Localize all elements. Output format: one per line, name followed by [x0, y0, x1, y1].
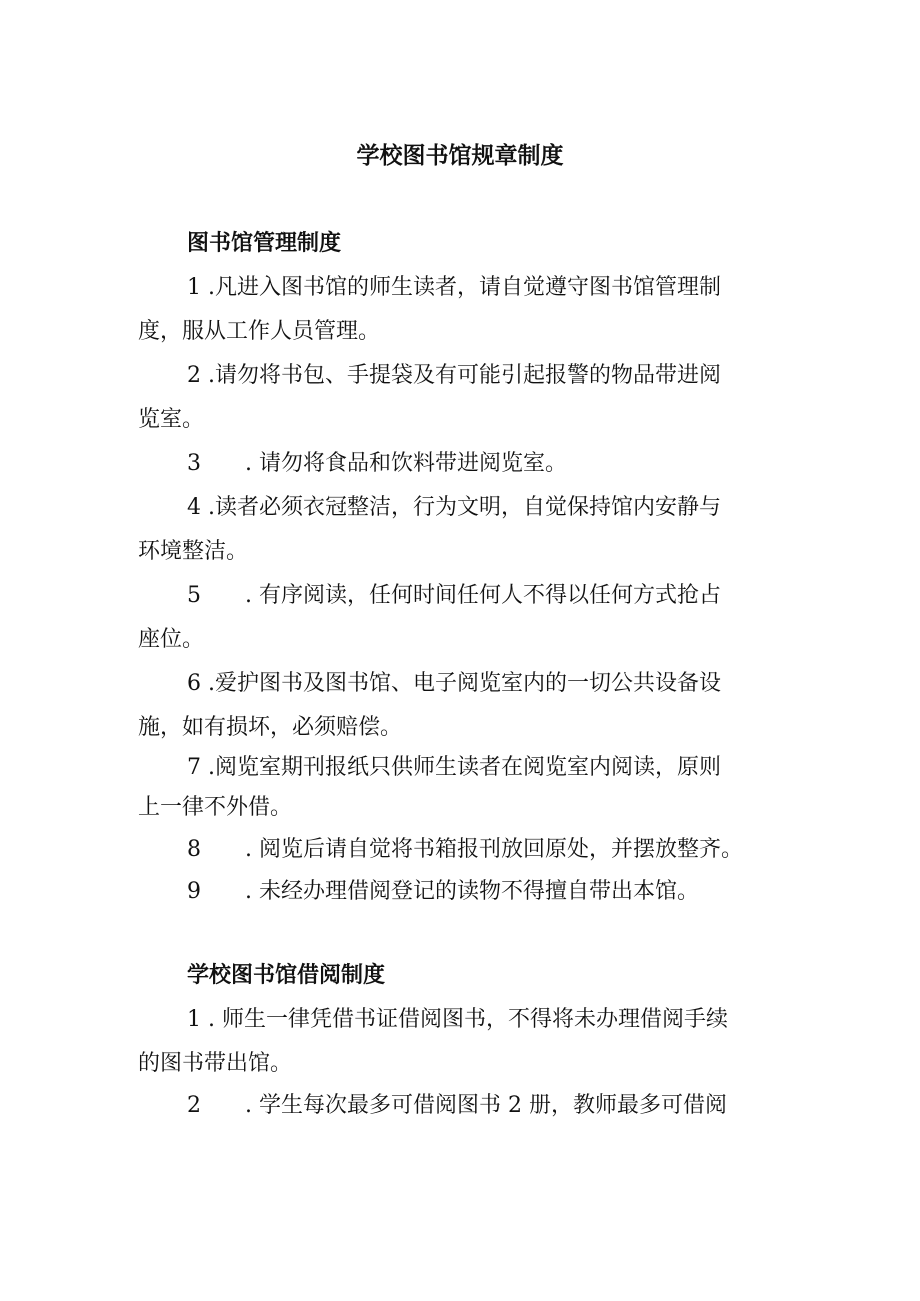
- rule-text-continued: 览室。: [138, 407, 205, 432]
- rule-item: [138, 870, 790, 914]
- rule-item: [138, 442, 790, 486]
- section-heading-borrowing: 学校图书馆借阅制度: [187, 963, 386, 988]
- rule-item: [138, 354, 790, 442]
- document-title: 学校图书馆规章制度: [356, 143, 564, 169]
- rule-number: 4: [187, 495, 201, 520]
- section-heading-management: 图书馆管理制度: [187, 231, 342, 256]
- rule-number: 8: [187, 837, 201, 862]
- rule-text: . 阅览后请自觉将书箱报刊放回原处，并摆放整齐。: [245, 837, 743, 862]
- rule-text-continued: 施，如有损坏，必须赔偿。: [138, 715, 403, 740]
- rule-text: . 请勿将食品和饮料带进阅览室。: [245, 451, 567, 476]
- rule-number: 7: [187, 755, 201, 780]
- rule-item: [138, 746, 790, 830]
- rule-item: [138, 266, 790, 354]
- rule-text: .凡进入图书馆的师生读者，请自觉遵守图书馆管理制: [201, 275, 721, 300]
- rule-item: [138, 828, 790, 872]
- rule-text: .读者必须衣冠整洁，行为文明，自觉保持馆内安静与: [201, 495, 721, 520]
- rule-text: . 师生一律凭借书证借阅图书，不得将未办理借阅手续: [201, 1007, 728, 1032]
- rule-item: [138, 1084, 790, 1128]
- rule-text-continued: 上一律不外借。: [138, 795, 293, 820]
- rule-item: [138, 662, 790, 750]
- rule-text-continued: 的图书带出馆。: [138, 1051, 293, 1076]
- rule-text: .阅览室期刊报纸只供师生读者在阅览室内阅读，原则: [201, 755, 721, 780]
- rule-text: . 有序阅读，任何时间任何人不得以任何方式抢占: [245, 583, 721, 608]
- rule-text-continued: 环境整洁。: [138, 539, 249, 564]
- rule-number: 2: [187, 1093, 201, 1118]
- rule-text: .请勿将书包、手提袋及有可能引起报警的物品带进阅: [201, 363, 721, 388]
- rule-item: [138, 574, 790, 662]
- rule-text: . 未经办理借阅登记的读物不得擅自带出本馆。: [245, 879, 699, 904]
- rule-text: .爱护图书及图书馆、电子阅览室内的一切公共设备设: [201, 671, 721, 696]
- rule-number: 2: [187, 363, 201, 388]
- rule-text: . 学生每次最多可借阅图书 2 册，教师最多可借阅: [245, 1093, 727, 1118]
- rule-number: 5: [187, 583, 201, 608]
- rule-item: [138, 486, 790, 574]
- rule-text-continued: 座位。: [138, 627, 205, 652]
- rule-item: [138, 998, 790, 1086]
- rule-number: 1: [187, 1007, 201, 1032]
- rule-number: 1: [187, 275, 201, 300]
- rule-text-continued: 度，服从工作人员管理。: [138, 319, 381, 344]
- rule-number: 3: [187, 451, 201, 476]
- rule-number: 6: [187, 671, 201, 696]
- rule-number: 9: [187, 879, 201, 904]
